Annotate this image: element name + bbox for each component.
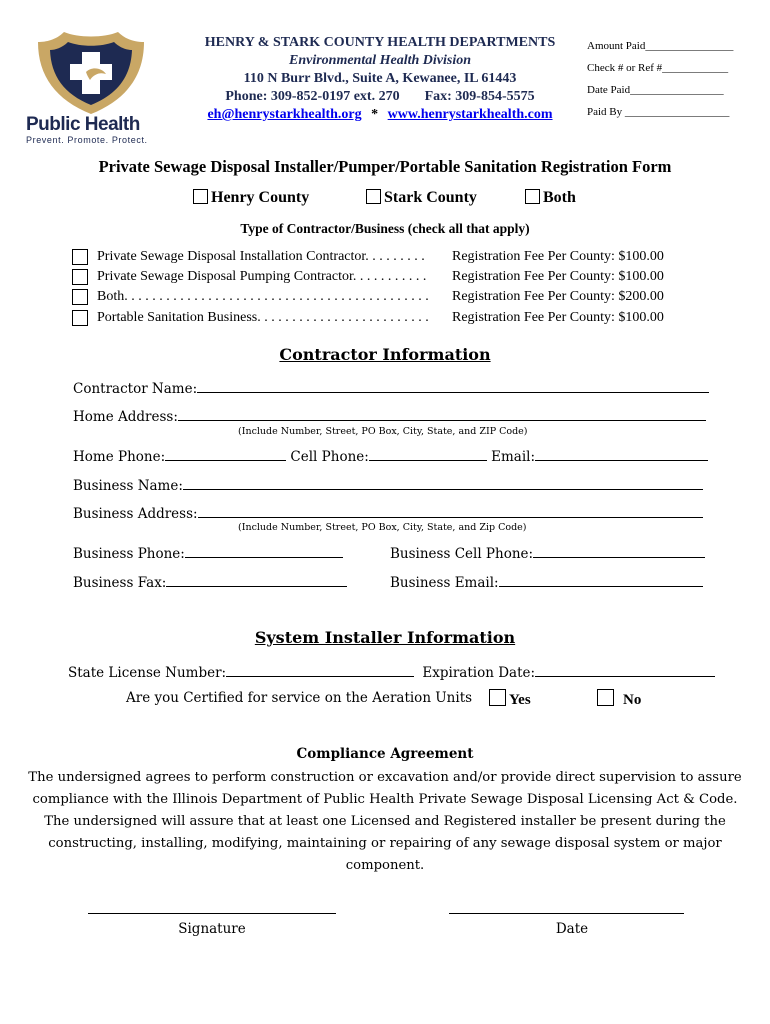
business-cell-row bbox=[390, 543, 705, 562]
compliance-line: constructing, installing, modifying, maintaining or repairing of any sewage disposal system or major bbox=[48, 836, 722, 851]
checkbox-both[interactable] bbox=[525, 189, 540, 204]
county-both-label: Both bbox=[543, 189, 576, 206]
payment-info bbox=[587, 35, 767, 123]
contractor-type-pumping[interactable] bbox=[72, 269, 664, 288]
header-links bbox=[180, 106, 580, 124]
compliance-line: The undersigned will assure that at least one Licensed and Registered installer be present during the bbox=[44, 814, 726, 829]
cell-phone-label: Cell Phone: bbox=[290, 449, 369, 465]
business-address-hint: (Include Number, Street, PO Box, City, State, and Zip Code) bbox=[238, 522, 527, 533]
certified-no[interactable] bbox=[597, 689, 641, 709]
contractor-type-heading: Type of Contractor/Business (check all that apply) bbox=[240, 221, 530, 236]
home-address-hint: (Include Number, Street, PO Box, City, State, and ZIP Code) bbox=[238, 426, 528, 437]
portable-fee: Registration Fee Per County: $100.00 bbox=[452, 310, 664, 325]
public-health-logo bbox=[26, 28, 156, 143]
business-fax-input[interactable] bbox=[166, 572, 347, 587]
checkbox-yes[interactable] bbox=[489, 689, 506, 706]
email-input[interactable] bbox=[535, 446, 708, 461]
compliance-line: The undersigned agrees to perform construction or excavation and/or provide direct supervision to assure bbox=[28, 770, 742, 785]
certified-question: Are you Certified for service on the Aeration Units bbox=[126, 690, 473, 706]
pumping-label: Private Sewage Disposal Pumping Contractor. . . . . . . . . . . bbox=[97, 269, 427, 284]
date-label: Date bbox=[555, 921, 589, 937]
expiration-input[interactable] bbox=[535, 662, 715, 677]
license-label: State License Number: bbox=[68, 665, 227, 681]
contractor-name-input[interactable] bbox=[197, 378, 709, 393]
business-fax-row bbox=[73, 572, 347, 591]
license-row bbox=[68, 662, 715, 681]
license-input[interactable] bbox=[226, 662, 414, 677]
logo-brand: Public Health bbox=[26, 114, 140, 135]
email-link[interactable]: eh@henrystarkhealth.org bbox=[207, 107, 362, 122]
header-division: Environmental Health Division bbox=[288, 53, 472, 68]
compliance-line: compliance with the Illinois Department of Public Health Private Sewage Disposal Licensing Act & Code. bbox=[32, 792, 738, 807]
county-stark-label: Stark County bbox=[384, 189, 477, 206]
portable-label: Portable Sanitation Business. . . . . . . . . . . . . . . . . . . . . . . . . bbox=[97, 310, 429, 325]
business-fax-label: Business Fax: bbox=[73, 575, 167, 591]
checkbox-henry[interactable] bbox=[193, 189, 208, 204]
business-phone-row bbox=[73, 543, 343, 562]
contractor-type-portable[interactable] bbox=[72, 310, 664, 329]
business-name-label: Business Name: bbox=[73, 478, 183, 494]
installer-info-heading: System Installer Information bbox=[254, 628, 516, 647]
signature-label: Signature bbox=[178, 921, 246, 937]
check-ref-field[interactable]: Check # or Ref #____________ bbox=[587, 62, 729, 74]
both-fee: Registration Fee Per County: $200.00 bbox=[452, 289, 664, 304]
email-label: Email: bbox=[491, 449, 535, 465]
checkbox-installation[interactable] bbox=[72, 249, 88, 265]
header-address: 110 N Burr Blvd., Suite A, Kewanee, IL 61443 bbox=[243, 71, 517, 86]
amount-paid-field[interactable]: Amount Paid________________ bbox=[587, 40, 734, 52]
business-address-row bbox=[73, 503, 703, 522]
link-separator: * bbox=[371, 107, 379, 122]
checkbox-pumping[interactable] bbox=[72, 269, 88, 285]
compliance-text bbox=[0, 767, 770, 877]
compliance-heading: Compliance Agreement bbox=[296, 746, 474, 762]
certified-yes[interactable] bbox=[489, 689, 531, 709]
date-paid-field[interactable]: Date Paid_________________ bbox=[587, 84, 724, 96]
shield-cross-icon bbox=[26, 28, 156, 118]
business-cell-label: Business Cell Phone: bbox=[390, 546, 534, 562]
header-fax: Fax: 309-854-5575 bbox=[424, 89, 535, 104]
county-both[interactable] bbox=[525, 189, 576, 207]
business-phone-input[interactable] bbox=[185, 543, 343, 558]
county-stark[interactable] bbox=[366, 189, 477, 207]
business-email-label: Business Email: bbox=[390, 575, 499, 591]
yes-label: Yes bbox=[509, 692, 531, 708]
phone-email-row bbox=[73, 446, 708, 465]
compliance-line: component. bbox=[345, 858, 425, 873]
home-phone-label: Home Phone: bbox=[73, 449, 166, 465]
contractor-type-installation[interactable] bbox=[72, 249, 664, 268]
website-link[interactable]: www.henrystarkhealth.com bbox=[387, 107, 553, 122]
business-name-row bbox=[73, 475, 703, 494]
business-address-input[interactable] bbox=[198, 503, 703, 518]
checkbox-no[interactable] bbox=[597, 689, 614, 706]
both-label: Both. . . . . . . . . . . . . . . . . . . . . . . . . . . . . . . . . . . . . . . . . . . . bbox=[97, 289, 429, 304]
county-henry[interactable] bbox=[193, 189, 309, 207]
home-address-input[interactable] bbox=[178, 406, 706, 421]
checkbox-type-both[interactable] bbox=[72, 289, 88, 305]
home-address-label: Home Address: bbox=[73, 409, 178, 425]
expiration-label: Expiration Date: bbox=[422, 665, 536, 681]
business-email-row bbox=[390, 572, 703, 591]
business-cell-input[interactable] bbox=[533, 543, 705, 558]
pumping-fee: Registration Fee Per County: $100.00 bbox=[452, 269, 664, 284]
signature-line[interactable] bbox=[88, 913, 336, 914]
contractor-type-both[interactable] bbox=[72, 289, 664, 308]
no-label: No bbox=[623, 692, 642, 708]
county-henry-label: Henry County bbox=[211, 189, 310, 206]
home-phone-input[interactable] bbox=[165, 446, 286, 461]
checkbox-portable[interactable] bbox=[72, 310, 88, 326]
installation-fee: Registration Fee Per County: $100.00 bbox=[452, 249, 664, 264]
contractor-name-row bbox=[73, 378, 709, 397]
installation-label: Private Sewage Disposal Installation Contractor. . . . . . . . . bbox=[97, 249, 425, 264]
business-address-label: Business Address: bbox=[73, 506, 198, 522]
business-email-input[interactable] bbox=[499, 572, 703, 587]
header-block bbox=[180, 34, 580, 124]
cell-phone-input[interactable] bbox=[369, 446, 487, 461]
business-name-input[interactable] bbox=[183, 475, 703, 490]
home-address-row bbox=[73, 406, 706, 425]
date-line[interactable] bbox=[449, 913, 684, 914]
contractor-name-label: Contractor Name: bbox=[73, 381, 198, 397]
paid-by-field[interactable]: Paid By ___________________ bbox=[587, 106, 730, 118]
logo-tagline: Prevent. Promote. Protect. bbox=[26, 135, 148, 145]
header-phone: Phone: 309-852-0197 ext. 270 bbox=[225, 89, 400, 104]
checkbox-stark[interactable] bbox=[366, 189, 381, 204]
header-org: HENRY & STARK COUNTY HEALTH DEPARTMENTS bbox=[204, 35, 556, 50]
form-title: Private Sewage Disposal Installer/Pumper/Portable Sanitation Registration Form bbox=[98, 157, 672, 176]
business-phone-label: Business Phone: bbox=[73, 546, 185, 562]
header-contact bbox=[180, 88, 580, 106]
contractor-info-heading: Contractor Information bbox=[279, 345, 491, 364]
